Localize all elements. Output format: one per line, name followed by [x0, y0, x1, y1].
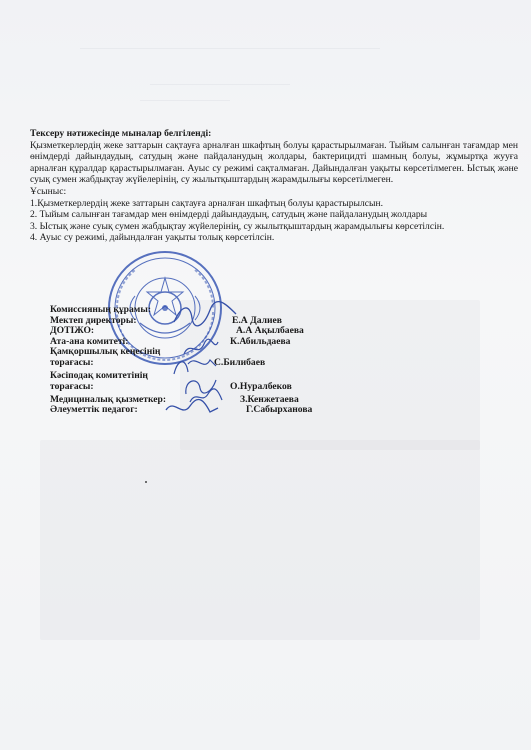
- signatory-name: Г.Сабырханова: [246, 404, 313, 416]
- stray-mark: [145, 481, 147, 483]
- signatory-role: Медициналық қызметкер:: [50, 393, 167, 405]
- bleed-through-line: [140, 100, 230, 101]
- social-pedagogue-signature: [162, 396, 222, 420]
- signatory-role: ДОТІЖО:: [50, 325, 95, 337]
- bleed-through-line: [150, 84, 290, 85]
- signatory-role: торағасы:: [50, 356, 94, 368]
- signatory-role: Кәсіподақ комитетінің: [50, 369, 148, 381]
- recommendation-item-3: 3. Ыстық және суық сумен жабдықтау жүйелерінің, су жылытқыштардың жарамдылығы көрсетілсін.: [30, 220, 445, 232]
- signatory-role: Мектеп директоры:: [50, 314, 137, 326]
- recommendation-item-4: 4. Ауыс су режимі, дайындалған уақыты толық көрсетілсін.: [30, 232, 275, 244]
- signatory-role: Комиссияның құрамы:: [50, 304, 152, 315]
- signatory-name: О.Нуралбеков: [230, 380, 292, 392]
- bleed-through-table: [40, 440, 480, 640]
- signatory-name: А.А Ақылбаева: [236, 325, 304, 337]
- signatory-name: Е.А Далиев: [232, 314, 282, 326]
- recommendation-item-2: 2. Тыйым салынған тағамдар мен өнімдерді дайындаудың, сатудың және пайдаланудың жолдары: [30, 209, 428, 221]
- recommendation-item-1: 1.Қызметкерлердің жеке заттарын сақтауға арналған шкафтың болуы қарастырылсын.: [30, 197, 384, 209]
- bleed-through-line: [80, 48, 380, 49]
- director-signature: [170, 300, 240, 330]
- findings-section: [30, 128, 518, 244]
- recommendations-title: Ұсыныс:: [30, 185, 67, 197]
- findings-paragraph: Қызметкерлердің жеке заттарын сақтауға арналған шкафтың болуы қарастырылмаған. Тыйым салынған тағамдар мен өнімдерді дайындаудың, сатудың және пайдаланудың жолдары, бактерицидті шамның болуы, жұмыртқа жууға арналған құралдар қарастырылмаған. Ауыс су режимі сақталмаған. Дайындалған уақыты көрсетілмеген. Ыстық және суық сумен жабдықтау жүйелерінің, су жылытқыштардың жарамдылығы көрсетілмеген.: [30, 139, 518, 186]
- signatory-name: З.Кенжетаева: [240, 393, 299, 405]
- findings-heading: Тексеру нәтижесінде мыналар белгіленді:: [30, 128, 212, 139]
- signatory-role: Ата-ана комитеті:: [50, 335, 129, 347]
- signatory-role: Әлеуметтік педагог:: [50, 404, 138, 416]
- signatory-role: Қамқоршылық кеңесінің: [50, 346, 161, 358]
- signatory-name: С.Билибаев: [214, 356, 266, 368]
- signatory-role: торағасы:: [50, 380, 94, 392]
- signatory-name: К.Абильдаева: [230, 335, 291, 347]
